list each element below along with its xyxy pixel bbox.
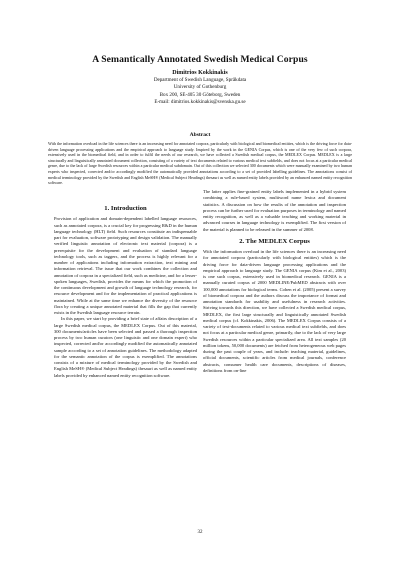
right-column: [203, 189, 346, 374]
paragraph: Provision of application and domain-dependent labelled language resources, such as annotated corpora, is a crucial key for progressing R&D in the human language technology (HLT) field. Such resources constitute an indispensable part for evaluation, software prototyping and design validation. The manually verified linguistic annotation of electronic text material (corpora) is a prerequisite for the development and evaluation of standard language technology tools, such as taggers, and the process is highly relevant for a number of applications including information extraction, text mining and information retrieval. The issue that our work combines the collection and annotation of corpora in a specialized field, such as medicine, and for a lesser-spoken languages, Swedish, provides the means for which the promotion of the continuous development and growth of language technology research, for resource development and for the implementation of practical applications is maintained. While at the same time we enhance the diversity of the resource flora by creating a unique annotated material that fills the gap that currently exists in the Swedish language resource terrain.: [54, 216, 197, 315]
paragraph: In this paper, we start by providing a brief state of affairs description of a large Swedish medical corpus, the MEDLEX Corpus. Out of this material, 300 documents/articles have been selected and passed a thorough inspection process by two human curators (one linguistic and one domain expert) who inspected, corrected and/or accordingly modified the automatically annotated sample according to a set of annotation guidelines. The methodology adapted for the semantic annotation of the corpus is exemplified. The annotations consists of a mixture of medical terminology provided by the Swedish and English MeSH® (Medical Subject Headings) thesauri as well as named entity labels provided by enhanced named entity recognition software.: [54, 316, 197, 378]
affiliation-line: Box 200, SE-405 30 Göteborg, Sweden: [159, 91, 241, 98]
left-column: [54, 200, 197, 379]
page-number: 32: [197, 530, 203, 535]
paper-title: A Semantically Annotated Swedish Medical Corpus: [92, 54, 308, 65]
paragraph: The latter applies fine-grained entity labels implemented in a hybrid system combining a rule-based system, multiword name lexica and document statistics. A discussion on how the results of the annotation and inspection process can be further used for evaluation purposes in terminology and named entity recognition, as well as a valuable teaching and working material in advanced courses in language technology is exemplified. The first version of the material is planned to be released in the summer of 2008.: [203, 189, 346, 232]
abstract-text: With the information overload in the life sciences there is an increasing need for annotated corpora, particularly with biological and biomedical entities, which is the driving force for data-driven language processing applications and the empirical approach to language study. Inspired by the work in the GENIA Corpus, which is one of the very few of such corpora, extensively used in the biomedical field, and in order to fulfil the needs of our research, we have collected a Swedish medical corpus, the MEDLEX Corpus. MEDLEX is a large structurally and linguistically annotated document collection, consisting of a variety of text documents related to various medical text subfields, and does not focus at a particular medical genre, due to the lack of large Swedish resources within a particular medical subdomain. Out of this collection we selected 300 documents which were manually examined by two human experts who inspected, corrected and/or accordingly modified the automatically provided annotations according to a set of provided labelling guidelines. The annotations consist of medical terminology provided by the Swedish and English MeSH® (Medical Subject Headings) thesauri as well as named entity labels provided by an enhanced named entity recognition software.: [48, 141, 352, 186]
section-heading-introduction: 1. Introduction: [104, 205, 147, 212]
affiliation-line: Department of Swedish Language, Språkdata: [153, 77, 247, 84]
affiliation-line: University of Gothenburg: [173, 84, 227, 91]
section-heading-medlex: 2. The MEDLEX Corpus: [239, 237, 310, 245]
paragraph: With the information overload in the life sciences there is an increasing need for annotated corpora (particularly with biological entities) which is the driving force for data-driven language processing applications and the empirical approach to language study. The GENIA corpus (Kim et al., 2003) is one such corpus, extensively used in biomedical research. GENIA is a manually curated corpus of 2000 MEDLINE/PubMED abstracts with over 100,000 annotations for biological terms. Cohen et al. (2005) present a survey of biomedical corpora and the authors discuss the importance of format and annotation standards for usability and usefulness in research activities. Striving towards this direction, we have collected a Swedish medical corpus, MEDLEX, the first large structurally and linguistically annotated Swedish medical corpus (cf. Kokkinakis, 2006). The MEDLEX Corpus consists of a variety of text-documents related to various medical text subfields, and does not focus at a particular medical genre, primarily, due to the lack of very large Swedish resources within a particular specialized area. All text samples (20 million tokens, 50,000 documents) are fetched from heterogeneous web pages during the past couple of years, and include: teaching material, guidelines, official documents, scientific articles from medical journals, conference abstracts, consumer health care documents, descriptions of diseases, definitions from on-line: [203, 249, 346, 373]
author-email: E-mail: dimitrios.kokkinakis@svenska.gu.se: [154, 98, 246, 105]
author-name: Dimitrios Kokkinakis: [172, 70, 228, 76]
abstract-heading: Abstract: [189, 132, 211, 138]
author-block: [0, 70, 400, 106]
